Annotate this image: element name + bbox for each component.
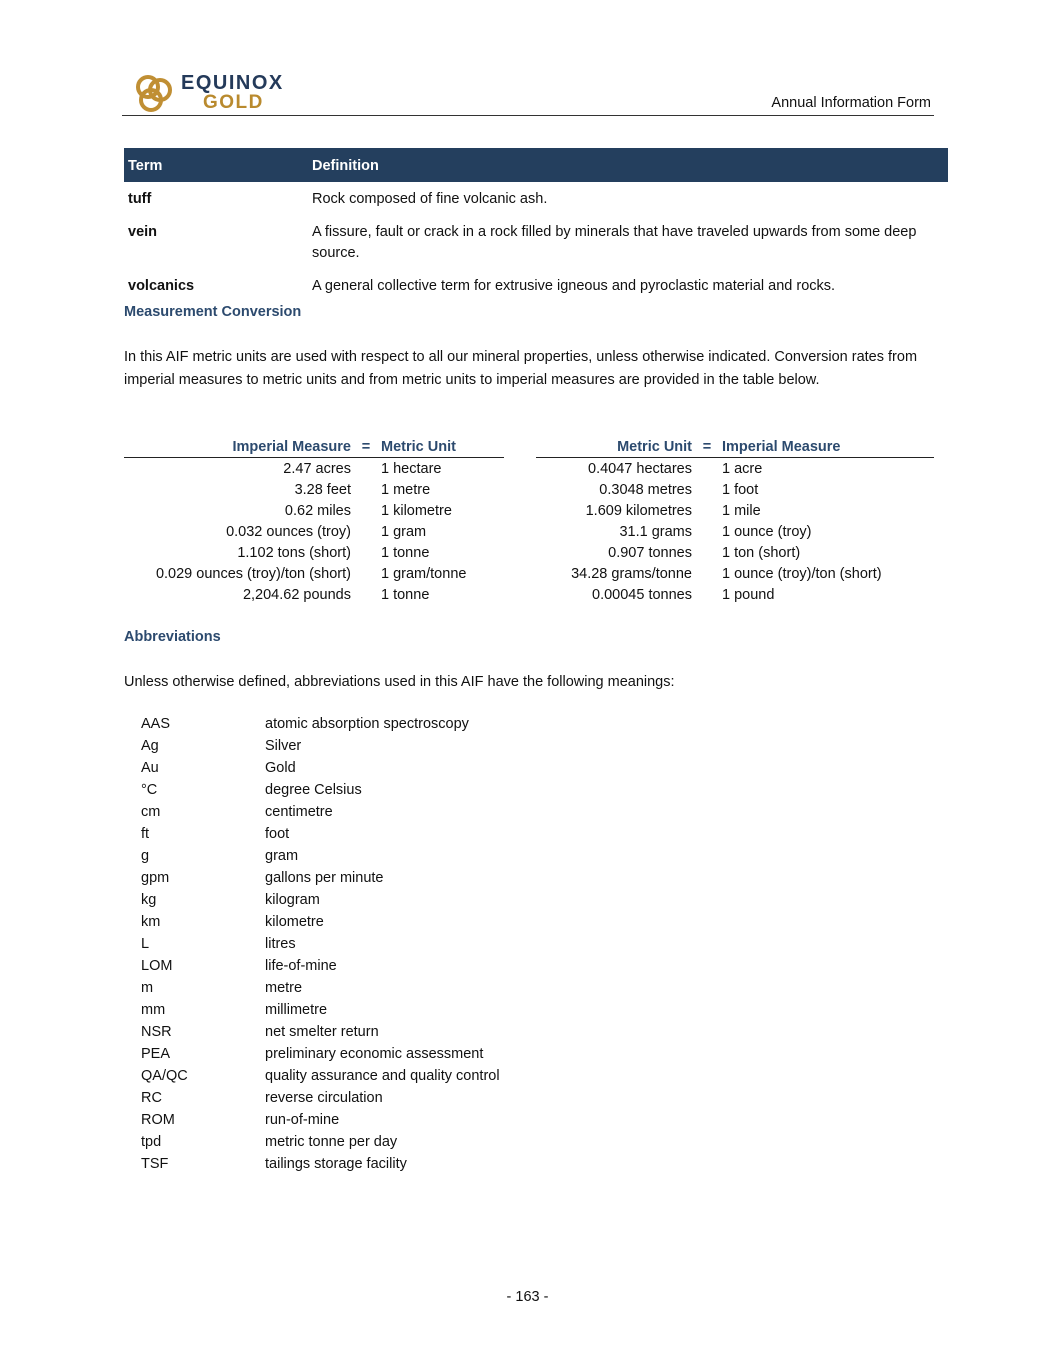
table-cell: centimetre	[265, 804, 333, 820]
definition: A fissure, fault or crack in a rock filled by minerals that have traveled upwards from some deep source.	[312, 224, 917, 261]
table-cell: 1 foot	[722, 481, 759, 498]
table-cell: 1 kilometre	[381, 502, 452, 519]
table-cell: millimetre	[265, 1002, 328, 1018]
table-row	[141, 779, 500, 801]
table-cell: foot	[265, 826, 290, 842]
table-row	[141, 867, 500, 889]
column-header: Imperial Measure	[124, 437, 355, 458]
table-row	[124, 500, 504, 521]
table-row	[141, 1021, 500, 1043]
table-cell: g	[141, 848, 150, 864]
column-header: Imperial Measure	[718, 437, 934, 458]
table-cell: m	[141, 980, 154, 996]
table-cell: gram	[265, 848, 299, 864]
table-cell: atomic absorption spectroscopy	[265, 716, 469, 732]
table-row	[141, 889, 500, 911]
table-cell: kilometre	[265, 914, 324, 930]
table-cell: 3.28 feet	[294, 481, 351, 498]
table-cell	[355, 500, 377, 521]
table-cell: 1 gram	[381, 523, 427, 540]
table-cell: km	[141, 914, 161, 930]
table-cell: 0.907 tonnes	[608, 544, 692, 561]
table-cell	[355, 458, 377, 480]
table-cell: 2.47 acres	[283, 460, 351, 477]
table-cell: 0.3048 metres	[599, 481, 692, 498]
table-row	[141, 801, 500, 823]
table-cell: 1 ounce (troy)	[722, 523, 812, 540]
table-cell: 1 metre	[381, 481, 431, 498]
term: tuff	[128, 191, 152, 207]
table-cell: 1 ounce (troy)/ton (short)	[722, 565, 882, 582]
table-cell	[355, 584, 377, 605]
table-cell: 1 tonne	[381, 544, 430, 561]
column-header: Metric Unit	[536, 437, 696, 458]
logo-text-gold: GOLD	[203, 92, 264, 113]
table-cell: 0.00045 tonnes	[592, 586, 692, 603]
table-row	[141, 1087, 500, 1109]
table-cell: 1 mile	[722, 502, 761, 519]
table-row	[124, 584, 504, 605]
table-row	[141, 977, 500, 999]
metric-to-imperial-table	[536, 437, 934, 605]
column-header: =	[696, 437, 718, 458]
table-cell	[355, 563, 377, 584]
definition: A general collective term for extrusive igneous and pyroclastic material and rocks.	[312, 278, 836, 294]
table-cell: degree Celsius	[265, 782, 362, 798]
table-cell: 1 acre	[722, 460, 763, 477]
table-cell: litres	[265, 936, 296, 952]
table-cell: 0.032 ounces (troy)	[226, 523, 351, 540]
table-row	[124, 563, 504, 584]
table-cell: net smelter return	[265, 1024, 379, 1040]
table-cell: 1 pound	[722, 586, 775, 603]
table-cell: cm	[141, 804, 161, 820]
table-cell: Gold	[265, 760, 296, 776]
table-cell: metre	[265, 980, 303, 996]
table-row	[141, 757, 500, 779]
table-row	[536, 500, 934, 521]
table-cell	[696, 521, 718, 542]
table-cell: metric tonne per day	[265, 1134, 398, 1150]
table-cell: preliminary economic assessment	[265, 1046, 484, 1062]
table-cell: 1.102 tons (short)	[237, 544, 351, 561]
table-cell: 1 hectare	[381, 460, 442, 477]
table-row	[141, 1043, 500, 1065]
table-cell	[355, 542, 377, 563]
table-cell: Ag	[141, 738, 159, 754]
page-number: - 163 -	[506, 1289, 549, 1305]
table-row	[141, 911, 500, 933]
table-cell: 1 gram/tonne	[381, 565, 467, 582]
table-cell	[696, 479, 718, 500]
table-cell: kilogram	[265, 892, 320, 908]
table-cell: °C	[141, 782, 158, 798]
table-cell: QA/QC	[141, 1068, 188, 1084]
column-header: =	[355, 437, 377, 458]
table-cell: quality assurance and quality control	[265, 1068, 500, 1084]
table-row	[141, 713, 500, 735]
table-cell: 1 ton (short)	[722, 544, 801, 561]
table-cell: kg	[141, 892, 157, 908]
table-cell: 31.1 grams	[619, 523, 692, 540]
table-cell	[696, 542, 718, 563]
table-row	[124, 269, 948, 302]
table-cell: L	[141, 936, 150, 952]
table-cell: 0.62 miles	[284, 502, 351, 519]
table-cell: 0.029 ounces (troy)/ton (short)	[155, 565, 351, 582]
table-row	[141, 955, 500, 977]
definition: Rock composed of fine volcanic ash.	[312, 191, 548, 207]
table-cell	[696, 584, 718, 605]
table-row	[141, 845, 500, 867]
section-heading-abbreviations: Abbreviations	[124, 629, 221, 645]
table-cell: RC	[141, 1090, 162, 1106]
table-cell: gallons per minute	[265, 870, 384, 886]
column-header: Metric Unit	[377, 437, 504, 458]
abbreviations-list	[141, 713, 500, 1175]
table-row	[536, 563, 934, 584]
table-cell: reverse circulation	[265, 1090, 383, 1106]
table-row	[141, 933, 500, 955]
table-cell: 34.28 grams/tonne	[571, 565, 692, 582]
table-row	[141, 1065, 500, 1087]
table-row	[141, 1109, 500, 1131]
table-cell: TSF	[141, 1156, 169, 1172]
section-heading-measurement: Measurement Conversion	[124, 304, 302, 320]
table-cell	[696, 458, 718, 480]
table-cell: gpm	[141, 870, 170, 886]
table-cell: life-of-mine	[265, 958, 337, 974]
table-row	[141, 1131, 500, 1153]
table-cell: tpd	[141, 1134, 162, 1150]
table-row	[141, 735, 500, 757]
table-cell	[696, 500, 718, 521]
document-title: Annual Information Form	[771, 95, 931, 111]
table-row	[124, 182, 948, 215]
table-row	[141, 999, 500, 1021]
table-cell: mm	[141, 1002, 166, 1018]
header-divider	[122, 115, 934, 116]
table-cell: 1 tonne	[381, 586, 430, 603]
table-row	[124, 215, 948, 269]
table-row	[141, 823, 500, 845]
table-row	[141, 1153, 500, 1175]
column-header-term: Term	[124, 148, 308, 182]
table-cell: LOM	[141, 958, 173, 974]
abbreviations-intro: Unless otherwise defined, abbreviations used in this AIF have the following meanings:	[124, 674, 675, 690]
equinox-logo-icon	[133, 72, 175, 114]
logo-text-equinox: EQUINOX	[181, 72, 284, 94]
table-row	[124, 521, 504, 542]
table-cell: tailings storage facility	[265, 1156, 407, 1172]
table-cell	[355, 479, 377, 500]
table-cell: NSR	[141, 1024, 172, 1040]
table-row	[536, 479, 934, 500]
term: volcanics	[128, 278, 195, 294]
table-cell: AAS	[141, 716, 171, 732]
table-row	[536, 521, 934, 542]
table-cell: PEA	[141, 1046, 171, 1062]
table-cell: ROM	[141, 1112, 175, 1128]
table-row	[124, 458, 504, 480]
table-row	[124, 479, 504, 500]
table-cell: 2,204.62 pounds	[242, 586, 351, 603]
table-cell: run-of-mine	[265, 1112, 340, 1128]
table-cell: 0.4047 hectares	[588, 460, 692, 477]
measurement-intro: In this AIF metric units are used with respect to all our mineral properties, unless otherwise indicated. Conversion rates from imperial measures to metric units and from metric units to imperial measures are provided in the table below.	[124, 349, 918, 388]
table-cell	[696, 563, 718, 584]
table-row	[536, 458, 934, 480]
table-row	[124, 542, 504, 563]
table-cell: ft	[141, 826, 150, 842]
table-cell	[355, 521, 377, 542]
table-row	[536, 542, 934, 563]
table-cell: Silver	[265, 738, 302, 754]
term: vein	[128, 224, 158, 240]
glossary-table	[124, 148, 948, 302]
imperial-to-metric-table	[124, 437, 504, 605]
column-header-definition: Definition	[308, 148, 948, 182]
table-cell: 1.609 kilometres	[585, 502, 692, 519]
table-cell: Au	[141, 760, 159, 776]
table-row	[536, 584, 934, 605]
